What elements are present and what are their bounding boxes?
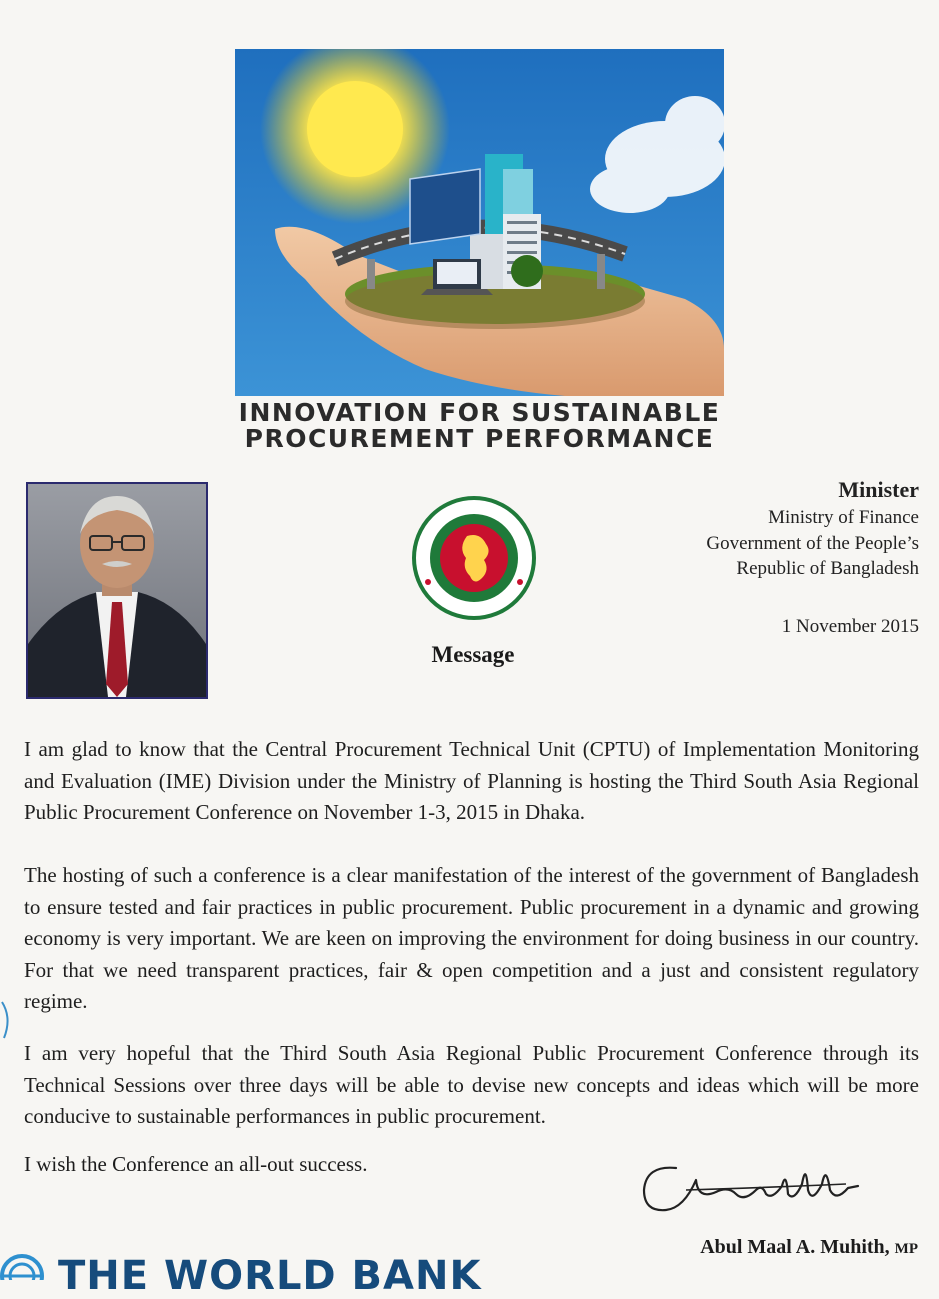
tree-icon — [511, 255, 543, 287]
body-paragraph-3: I am very hopeful that the Third South Asia Regional Public Procurement Conference through its Technical Sessions over three days will be able to devise new concepts and ideas which will be more conducive to sustainable performances in public procurement. — [24, 1041, 919, 1128]
bangladesh-seal-icon — [412, 496, 536, 620]
sun-core — [307, 81, 403, 177]
world-bank-wordmark: THE WORLD BANK — [58, 1253, 482, 1299]
ministry-name: Ministry of Finance — [768, 507, 919, 528]
message-date: 1 November 2015 — [781, 616, 919, 637]
government-line-1: Government of the People’s — [706, 533, 919, 554]
hand-holding-city-illustration — [235, 49, 724, 396]
body-paragraph-2: The hosting of such a conference is a clear manifestation of the interest of the government of Bangladesh to ensure tested and fair practices in public procurement. Public procurement in a dynamic and growing economy is very important. We are keen on improving the environment for doing business in our country. For that we need transparent practices, fair & open competition and a just and consistent regulatory regime. — [24, 863, 919, 1013]
signatory-name — [700, 1236, 918, 1259]
portrait-photo — [28, 484, 206, 697]
banner-title-line2: PROCUREMENT PERFORMANCE — [244, 424, 715, 453]
world-bank-logo-icon — [0, 1240, 48, 1280]
edge-decoration — [0, 1000, 14, 1040]
signatory-suffix: MP — [894, 1241, 918, 1257]
banner-illustration — [235, 49, 724, 396]
body-paragraph-1: I am glad to know that the Central Procurement Technical Unit (CPTU) of Implementation Monitoring and Evaluation (IME) Division under the Ministry of Planning is hosting the Third South Asia Regional Public Procurement Conference on November 1-3, 2015 in Dhaka. — [24, 737, 919, 824]
minister-title: Minister — [838, 477, 919, 502]
banner-title-line1: INNOVATION FOR SUSTAINABLE — [238, 398, 721, 427]
signatory-full-name: Abul Maal A. Muhith, — [700, 1236, 890, 1258]
solar-panel-icon — [410, 169, 480, 244]
signature-icon — [636, 1150, 916, 1220]
handwritten-signature — [636, 1150, 916, 1220]
minister-portrait — [26, 482, 208, 699]
government-line-2: Republic of Bangladesh — [736, 558, 919, 579]
closing-line: I wish the Conference an all-out success. — [24, 1152, 368, 1176]
message-heading: Message — [431, 642, 515, 667]
government-seal — [412, 496, 536, 620]
